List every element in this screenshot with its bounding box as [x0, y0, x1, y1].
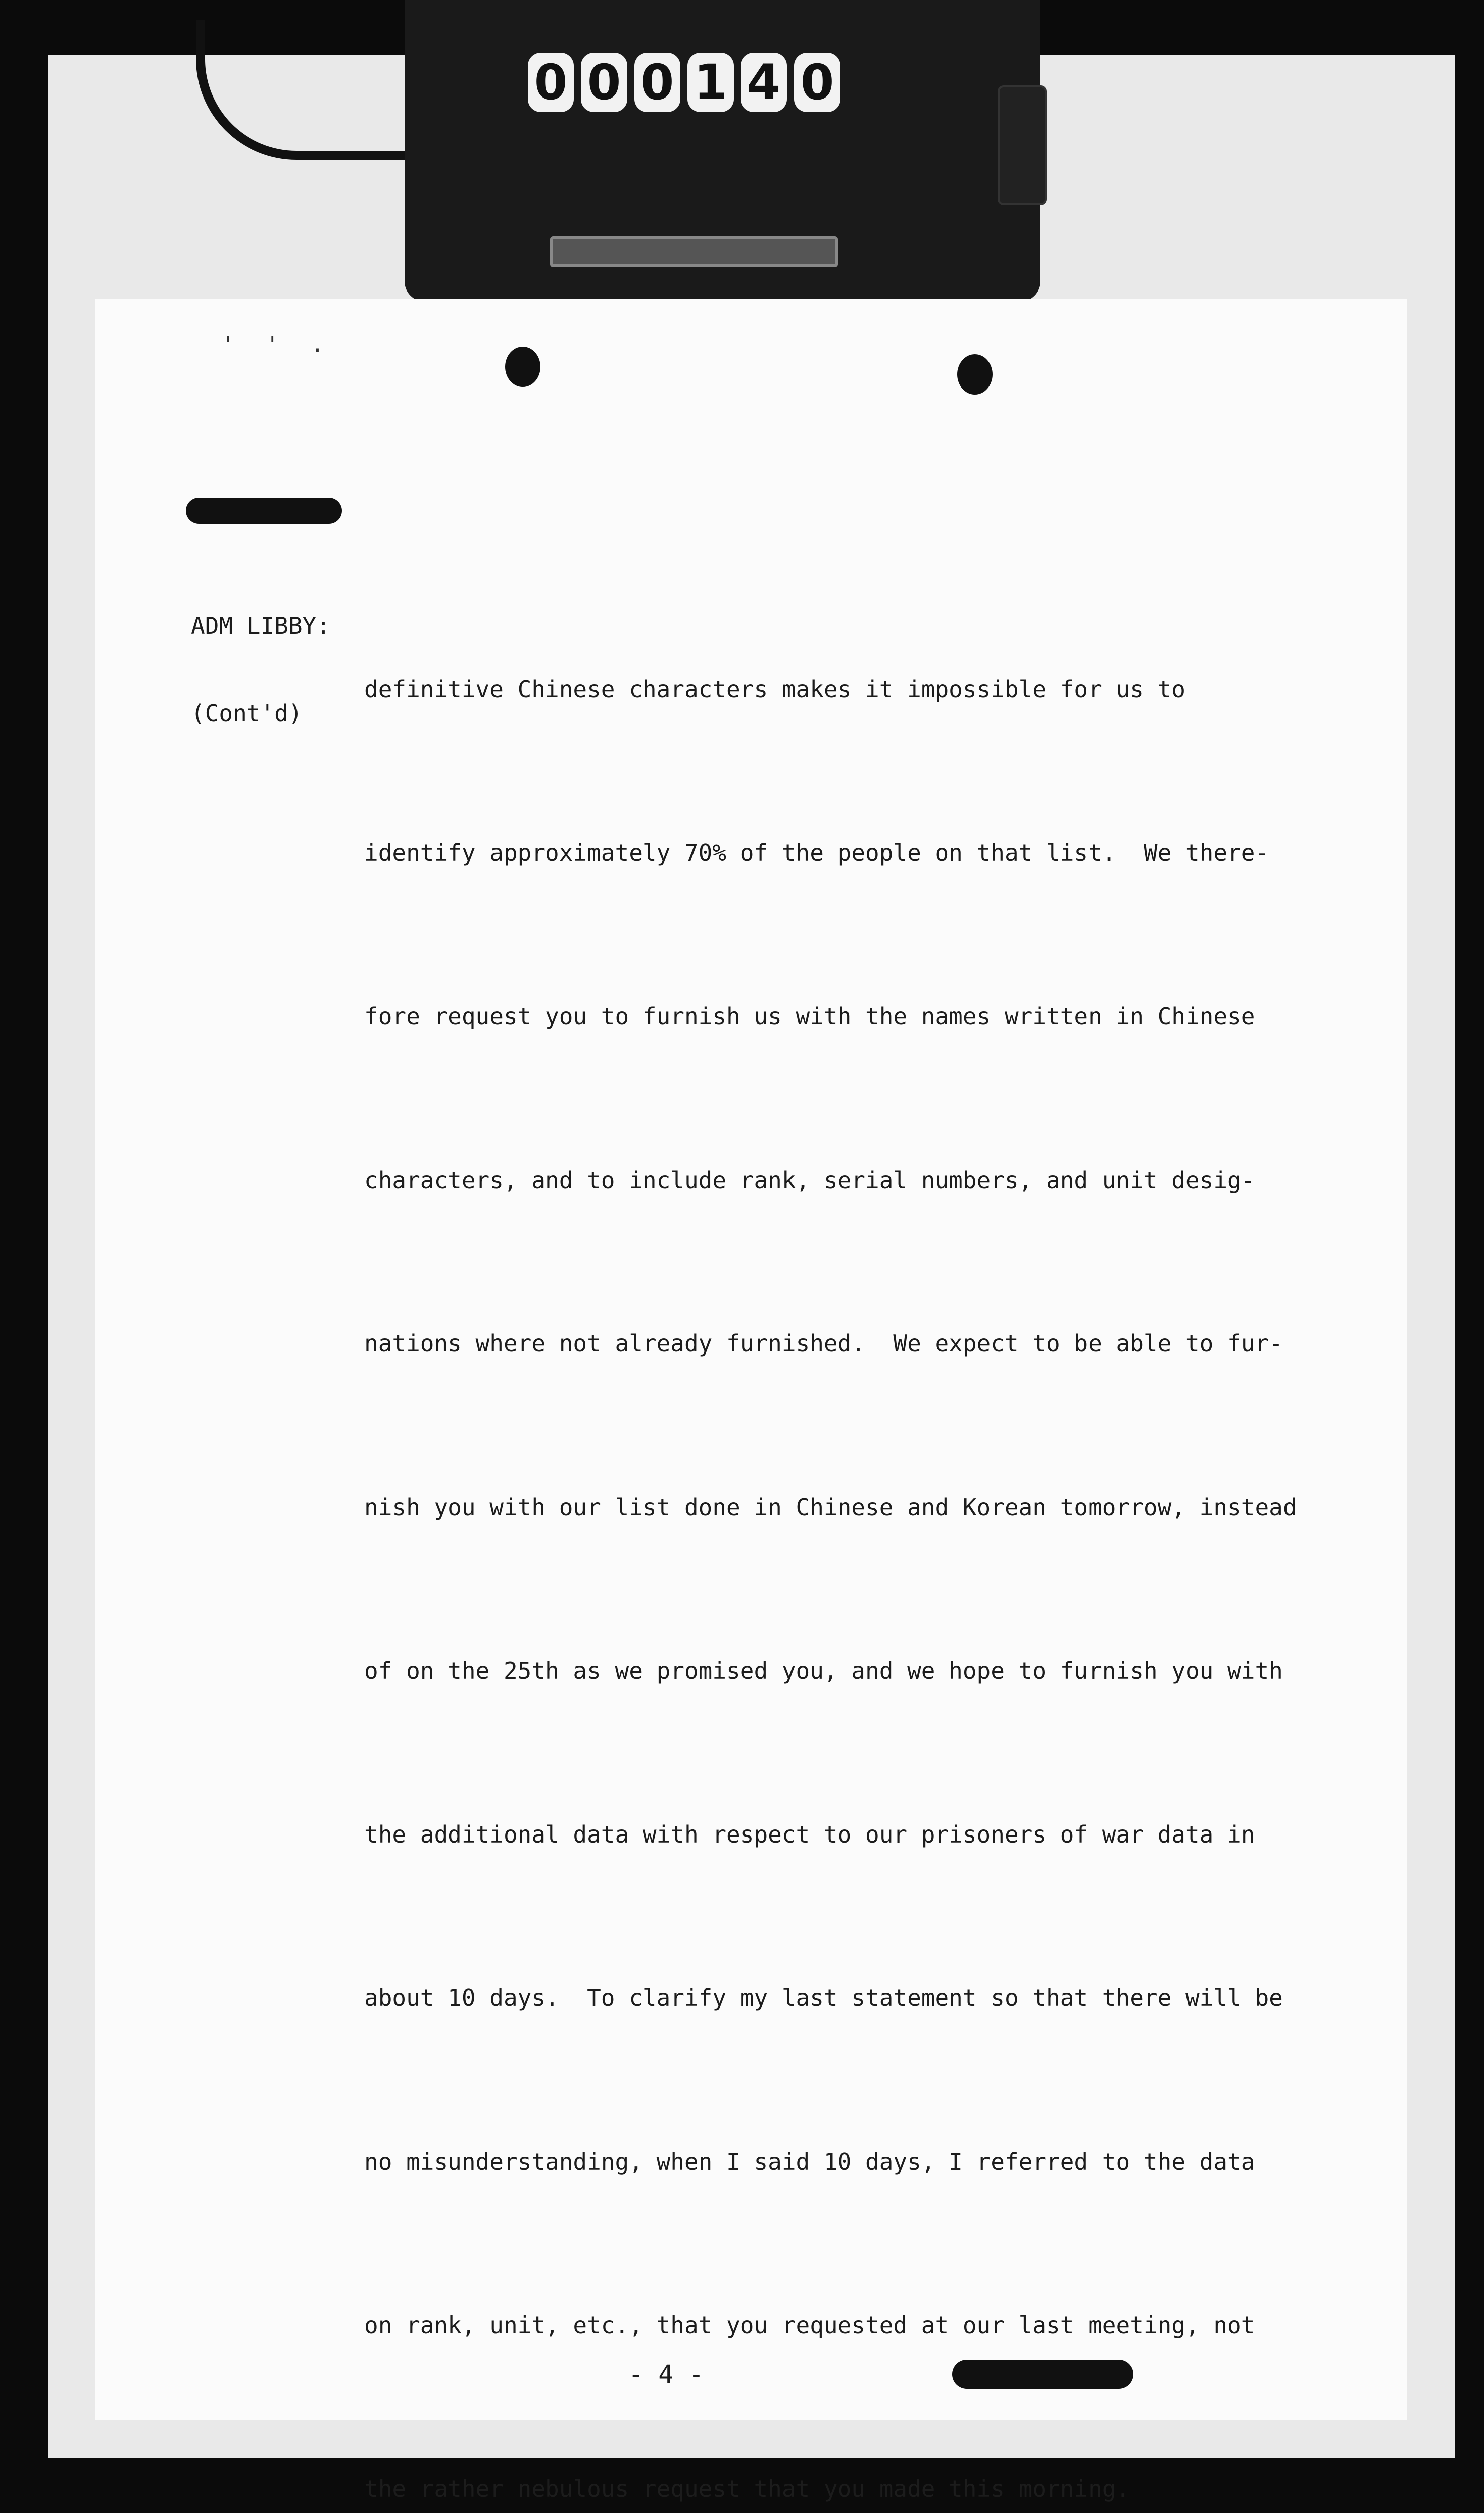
- text-line: nish you with our list done in Chinese and Korean tomorrow, instead: [364, 1480, 1297, 1535]
- page-number: - 4 -: [628, 2360, 704, 2389]
- text-line: no misunderstanding, when I said 10 days, I referred to the data: [364, 2135, 1297, 2189]
- text-line: the rather nebulous request that you made this morning.: [364, 2462, 1297, 2513]
- counter-digit: 0: [634, 53, 680, 112]
- redaction-mark-top: [186, 498, 342, 524]
- counter-digit: 1: [687, 53, 734, 112]
- text-line: of on the 25th as we promised you, and we hope to furnish you with: [364, 1644, 1297, 1698]
- redaction-mark-bottom: [952, 2360, 1133, 2389]
- document-page: [95, 299, 1407, 2420]
- frame-counter: [528, 53, 840, 112]
- counter-digit: 0: [528, 53, 574, 112]
- punch-hole-left: [505, 347, 540, 387]
- counter-digit: 0: [581, 53, 627, 112]
- text-line: identify approximately 70% of the people on that list. We there-: [364, 826, 1297, 881]
- text-line: nations where not already furnished. We expect to be able to fur-: [364, 1316, 1297, 1371]
- text-line: characters, and to include rank, serial numbers, and unit desig-: [364, 1153, 1297, 1208]
- speaker-continuation: (Cont'd): [191, 699, 330, 728]
- speaker-name: ADM LIBBY:: [191, 611, 330, 640]
- text-line: about 10 days. To clarify my last statement so that there will be: [364, 1971, 1297, 2025]
- body-text: [364, 553, 1297, 2513]
- text-line: definitive Chinese characters makes it impossible for us to: [364, 662, 1297, 717]
- text-line: fore request you to furnish us with the names written in Chinese: [364, 989, 1297, 1044]
- counter-digit: 0: [794, 53, 840, 112]
- text-line: the additional data with respect to our prisoners of war data in: [364, 1807, 1297, 1862]
- speaker-label: [191, 553, 330, 786]
- punch-hole-right: [957, 354, 993, 395]
- counter-digit: 4: [741, 53, 787, 112]
- text-line: on rank, unit, etc., that you requested at our last meeting, not: [364, 2298, 1297, 2353]
- page-stray-marks: ' ' .: [221, 332, 333, 357]
- counter-plate: [550, 236, 838, 267]
- counter-knob: [998, 85, 1047, 205]
